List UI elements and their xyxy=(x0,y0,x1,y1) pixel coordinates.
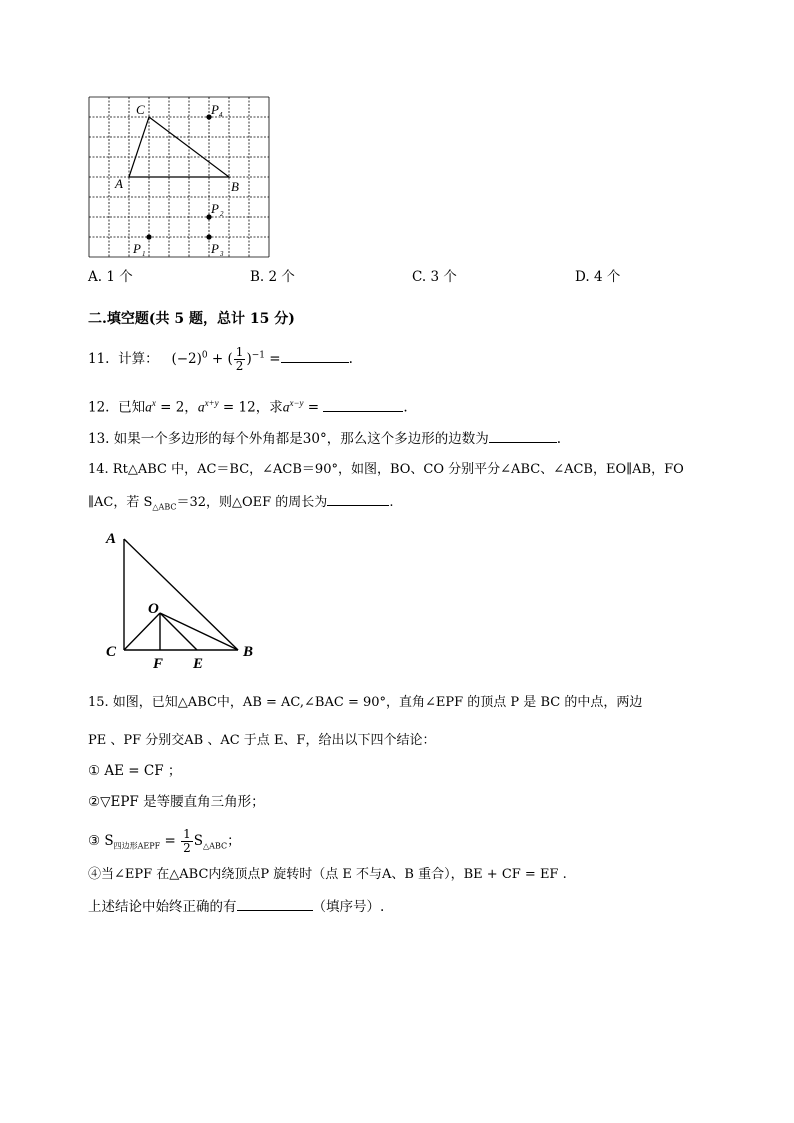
answer-blank-11[interactable] xyxy=(281,349,349,363)
conclusion-1: ① AE = CF ； xyxy=(88,763,182,779)
tri-label-b: B xyxy=(243,644,254,660)
label-p1: P xyxy=(133,241,141,256)
question-14-line2: ∥AC，若 $S_{\triangle ABC}=32$，则△OEF 的周长为 . xyxy=(88,492,393,517)
label-a: A xyxy=(115,176,123,191)
conclusion-2: ②▽EPF 是等腰直角三角形； xyxy=(88,794,265,810)
answer-blank-12[interactable] xyxy=(323,398,403,412)
conclusion-3: ③ $S_{四边形AEPF}$ = $\frac{1}{2}$ $S_{\triangle ABC}$； xyxy=(88,827,241,855)
label-p1-sub: 1 xyxy=(142,250,146,258)
section-title: 二.填空题(共 5 题，总计 15 分) xyxy=(88,311,295,327)
label-p2: P xyxy=(211,201,219,216)
question-15-line2: PE 、PF 分别交AB 、AC 于点 E、F，给出以下四个结论： xyxy=(88,733,436,748)
option-b[interactable]: B. 2 个 xyxy=(250,269,295,285)
tri-label-f: F xyxy=(153,656,164,672)
answer-blank-15[interactable] xyxy=(237,897,313,911)
tri-label-a: A xyxy=(106,531,117,547)
label-p2-sub: 2 xyxy=(220,210,224,218)
tri-label-c: C xyxy=(106,644,117,660)
triangle-figure xyxy=(100,525,270,675)
label-c: C xyxy=(136,102,145,117)
question-12: 12. 已知$a^x = 2$，$a^{x+y} = 12$，求$a^{x-y}$ = . xyxy=(88,398,408,416)
label-p3: P xyxy=(211,241,219,256)
question-15-line1: 15. 如图，已知△ABC中，AB = AC,∠BAC = 90°，直角∠EPF 的顶点 P 是 BC 的中点，两边 xyxy=(88,695,643,710)
label-p4: P xyxy=(211,102,219,117)
point-p1 xyxy=(146,234,151,239)
point-p3 xyxy=(206,234,211,239)
answer-blank-13[interactable] xyxy=(489,429,557,443)
answer-blank-14[interactable] xyxy=(327,492,389,506)
fraction-half-15: $\frac{1}{2}$ xyxy=(183,827,191,855)
question-11: 11. 计算： $(-2)^0$ + ( $\frac{1}{2}$ )$^{-1}$ = . xyxy=(88,345,353,373)
fraction-half: $\frac{1}{2}$ xyxy=(235,345,244,373)
option-d[interactable]: D. 4 个 xyxy=(575,269,621,285)
option-a[interactable]: A. 1 个 xyxy=(88,269,133,285)
label-p3-sub: 3 xyxy=(220,250,224,258)
question-14-line1: 14. Rt△ABC 中，AC＝BC，∠ACB＝90°，如图，BO、CO 分别平分∠ABC、∠ACB，EO∥AB，FO xyxy=(88,462,684,477)
option-c[interactable]: C. 3 个 xyxy=(412,269,457,285)
conclusion-4: ④当∠EPF 在△ABC内绕顶点P 旋转时（点 E 不与A、B 重合），BE + CF = EF . xyxy=(88,867,567,882)
question-15-tail: 上述结论中始终正确的有 （填序号）. xyxy=(88,899,385,915)
grid-figure xyxy=(88,96,272,260)
question-13: 13. 如果一个多边形的每个外角都是30°，那么这个多边形的边数为 . xyxy=(88,431,562,447)
label-p4-sub: 4 xyxy=(219,111,223,119)
triangle-abc xyxy=(129,117,229,177)
tri-label-e: E xyxy=(193,656,204,672)
label-b: B xyxy=(231,179,239,194)
tri-label-o: O xyxy=(148,601,159,617)
